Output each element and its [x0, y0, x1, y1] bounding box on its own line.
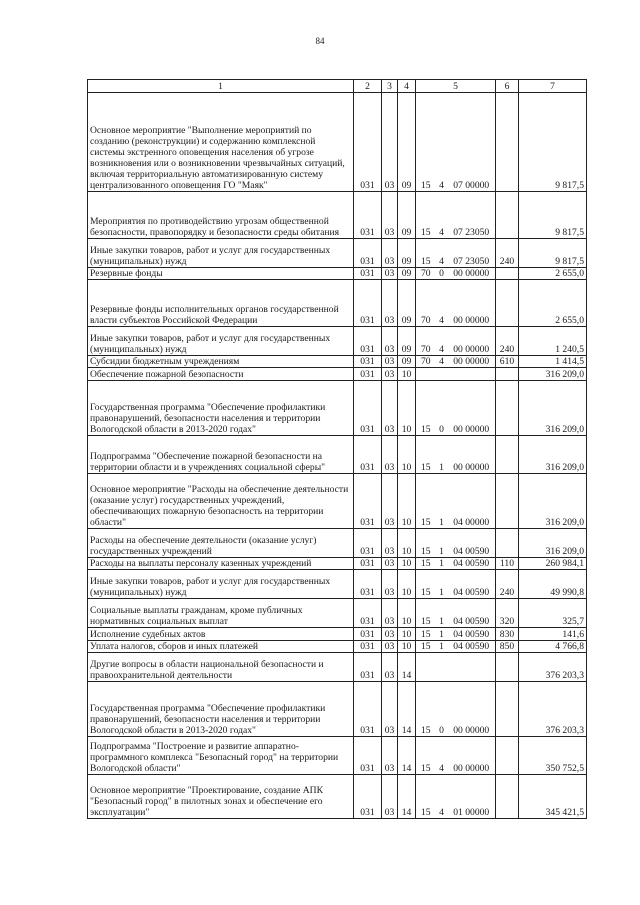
target-code: 04 00590 [448, 570, 496, 599]
row-name: Основное мероприятие "Расходы на обеспечение деятельности (оказание услуг) государственных учреждений, обеспечивающих пожарную безопасность на территории области" [88, 474, 354, 529]
table-row [88, 599, 587, 628]
subprogram-code: 1 [436, 599, 448, 628]
subprogram-code: 4 [436, 192, 448, 239]
program-code: 15 [416, 737, 436, 775]
grbs-code: 031 [354, 239, 382, 268]
table-row [88, 381, 587, 436]
grbs-code: 031 [354, 280, 382, 327]
section-code: 03 [382, 192, 398, 239]
amount: 316 209,0 [519, 529, 587, 558]
row-name: Расходы на обеспечение деятельности (оказание услуг) государственных учреждений [88, 529, 354, 558]
expense-type-code [496, 529, 519, 558]
subsection-code: 10 [398, 558, 416, 570]
table-row [88, 327, 587, 356]
expense-type-code [496, 682, 519, 737]
target-code: 01 00000 [448, 775, 496, 819]
subsection-code: 10 [398, 368, 416, 381]
budget-table [87, 79, 587, 819]
subsection-code: 09 [398, 268, 416, 280]
table-row [88, 474, 587, 529]
grbs-code: 031 [354, 327, 382, 356]
target-code [448, 653, 496, 682]
subsection-code: 09 [398, 356, 416, 368]
table-row [88, 737, 587, 775]
expense-type-code: 830 [496, 628, 519, 641]
subprogram-code: 4 [436, 737, 448, 775]
grbs-code: 031 [354, 737, 382, 775]
section-code: 03 [382, 653, 398, 682]
amount: 9 817,5 [519, 239, 587, 268]
grbs-code: 031 [354, 653, 382, 682]
subprogram-code [436, 653, 448, 682]
subprogram-code: 1 [436, 529, 448, 558]
subsection-code: 10 [398, 641, 416, 653]
subsection-code: 10 [398, 381, 416, 436]
grbs-code: 031 [354, 356, 382, 368]
table-row [88, 682, 587, 737]
amount: 316 209,0 [519, 436, 587, 474]
expense-type-code [496, 775, 519, 819]
program-code: 15 [416, 93, 436, 192]
row-name: Иные закупки товаров, работ и услуг для государственных (муниципальных) нужд [88, 239, 354, 268]
subprogram-code [436, 368, 448, 381]
header-cell: 3 [382, 80, 398, 93]
expense-type-code: 240 [496, 327, 519, 356]
header-cell: 1 [88, 80, 354, 93]
table-row [88, 280, 587, 327]
grbs-code: 031 [354, 558, 382, 570]
expense-type-code: 110 [496, 558, 519, 570]
subsection-code: 14 [398, 653, 416, 682]
subsection-code: 09 [398, 93, 416, 192]
target-code: 00 00000 [448, 737, 496, 775]
program-code: 15 [416, 641, 436, 653]
program-code [416, 653, 436, 682]
subsection-code: 10 [398, 599, 416, 628]
subsection-code: 10 [398, 436, 416, 474]
row-name: Подпрограмма "Построение и развитие аппаратно-программного комплекса "Безопасный город" на территории Вологодской области" [88, 737, 354, 775]
grbs-code: 031 [354, 474, 382, 529]
grbs-code: 031 [354, 381, 382, 436]
section-code: 03 [382, 641, 398, 653]
grbs-code: 031 [354, 682, 382, 737]
grbs-code: 031 [354, 628, 382, 641]
amount: 345 421,5 [519, 775, 587, 819]
amount: 316 209,0 [519, 368, 587, 381]
target-code: 00 00000 [448, 268, 496, 280]
expense-type-code: 320 [496, 599, 519, 628]
table-row [88, 239, 587, 268]
row-name: Другие вопросы в области национальной безопасности и правоохранительной деятельности [88, 653, 354, 682]
amount: 376 203,3 [519, 682, 587, 737]
table-row [88, 436, 587, 474]
program-code: 15 [416, 775, 436, 819]
row-name: Обеспечение пожарной безопасности [88, 368, 354, 381]
grbs-code: 031 [354, 368, 382, 381]
section-code: 03 [382, 570, 398, 599]
subprogram-code: 1 [436, 641, 448, 653]
subprogram-code: 4 [436, 775, 448, 819]
section-code: 03 [382, 775, 398, 819]
target-code [448, 368, 496, 381]
table-row [88, 268, 587, 280]
expense-type-code [496, 280, 519, 327]
row-name: Иные закупки товаров, работ и услуг для государственных (муниципальных) нужд [88, 570, 354, 599]
row-name: Исполнение судебных актов [88, 628, 354, 641]
program-code: 15 [416, 558, 436, 570]
section-code: 03 [382, 682, 398, 737]
header-cell: 7 [519, 80, 587, 93]
amount: 376 203,3 [519, 653, 587, 682]
target-code: 07 23050 [448, 192, 496, 239]
amount: 316 209,0 [519, 474, 587, 529]
section-code: 03 [382, 368, 398, 381]
target-code: 04 00590 [448, 558, 496, 570]
row-name: Социальные выплаты гражданам, кроме публичных нормативных социальных выплат [88, 599, 354, 628]
program-code: 15 [416, 436, 436, 474]
target-code: 00 00000 [448, 327, 496, 356]
table-row [88, 529, 587, 558]
program-code: 70 [416, 268, 436, 280]
grbs-code: 031 [354, 529, 382, 558]
amount: 316 209,0 [519, 381, 587, 436]
grbs-code: 031 [354, 641, 382, 653]
subsection-code: 14 [398, 737, 416, 775]
expense-type-code [496, 737, 519, 775]
amount: 1 240,5 [519, 327, 587, 356]
subprogram-code: 4 [436, 93, 448, 192]
subprogram-code: 1 [436, 628, 448, 641]
program-code: 15 [416, 474, 436, 529]
header-cell: 6 [496, 80, 519, 93]
program-code: 15 [416, 599, 436, 628]
amount: 49 990,8 [519, 570, 587, 599]
program-code: 70 [416, 327, 436, 356]
subprogram-code: 4 [436, 356, 448, 368]
section-code: 03 [382, 327, 398, 356]
subsection-code: 10 [398, 529, 416, 558]
header-cell: 4 [398, 80, 416, 93]
section-code: 03 [382, 239, 398, 268]
grbs-code: 031 [354, 775, 382, 819]
table-row [88, 775, 587, 819]
amount: 2 655,0 [519, 268, 587, 280]
expense-type-code [496, 381, 519, 436]
section-code: 03 [382, 599, 398, 628]
program-code: 15 [416, 682, 436, 737]
table-row [88, 356, 587, 368]
subprogram-code: 1 [436, 570, 448, 599]
subprogram-code: 1 [436, 558, 448, 570]
amount: 350 752,5 [519, 737, 587, 775]
target-code: 00 00000 [448, 381, 496, 436]
target-code: 04 00000 [448, 474, 496, 529]
subprogram-code: 1 [436, 436, 448, 474]
program-code: 15 [416, 628, 436, 641]
header-cell: 5 [416, 80, 496, 93]
section-code: 03 [382, 381, 398, 436]
section-code: 03 [382, 474, 398, 529]
subsection-code: 10 [398, 570, 416, 599]
target-code: 04 00590 [448, 599, 496, 628]
subsection-code: 10 [398, 474, 416, 529]
subsection-code: 09 [398, 239, 416, 268]
table-row [88, 653, 587, 682]
table-row [88, 628, 587, 641]
program-code [416, 368, 436, 381]
row-name: Мероприятия по противодействию угрозам общественной безопасности, правопорядку и безопасности среды обитания [88, 192, 354, 239]
program-code: 15 [416, 381, 436, 436]
expense-type-code [496, 474, 519, 529]
program-code: 15 [416, 529, 436, 558]
target-code: 00 00000 [448, 436, 496, 474]
amount: 141,6 [519, 628, 587, 641]
row-name: Уплата налогов, сборов и иных платежей [88, 641, 354, 653]
expense-type-code: 240 [496, 239, 519, 268]
expense-type-code: 240 [496, 570, 519, 599]
expense-type-code [496, 93, 519, 192]
expense-type-code [496, 653, 519, 682]
row-name: Субсидии бюджетным учреждениям [88, 356, 354, 368]
row-name: Государственная программа "Обеспечение профилактики правонарушений, безопасности населения и территории Вологодской области в 2013-2020 годах" [88, 682, 354, 737]
row-name: Основное мероприятие "Проектирование, создание АПК "Безопасный город" в пилотных зонах и обеспечение его эксплуатации" [88, 775, 354, 819]
subsection-code: 10 [398, 628, 416, 641]
subsection-code: 09 [398, 280, 416, 327]
target-code: 00 00000 [448, 356, 496, 368]
section-code: 03 [382, 558, 398, 570]
row-name: Резервные фонды исполнительных органов государственной власти субъектов Российской Федерации [88, 280, 354, 327]
subsection-code: 09 [398, 327, 416, 356]
table-row [88, 93, 587, 192]
target-code: 04 00590 [448, 628, 496, 641]
expense-type-code [496, 192, 519, 239]
section-code: 03 [382, 436, 398, 474]
section-code: 03 [382, 93, 398, 192]
row-name: Подпрограмма "Обеспечение пожарной безопасности на территории области и в учреждениях социальной сферы" [88, 436, 354, 474]
expense-type-code [496, 436, 519, 474]
row-name: Государственная программа "Обеспечение профилактики правонарушений, безопасности населения и территории Вологодской области в 2013-2020 годах" [88, 381, 354, 436]
program-code: 15 [416, 570, 436, 599]
page-number: 84 [315, 36, 325, 46]
section-code: 03 [382, 737, 398, 775]
target-code: 04 00590 [448, 641, 496, 653]
target-code: 04 00590 [448, 529, 496, 558]
subsection-code: 14 [398, 775, 416, 819]
subprogram-code: 4 [436, 239, 448, 268]
expense-type-code: 610 [496, 356, 519, 368]
amount: 1 414,5 [519, 356, 587, 368]
grbs-code: 031 [354, 268, 382, 280]
subprogram-code: 4 [436, 327, 448, 356]
subprogram-code: 1 [436, 474, 448, 529]
program-code: 15 [416, 192, 436, 239]
grbs-code: 031 [354, 436, 382, 474]
grbs-code: 031 [354, 570, 382, 599]
section-code: 03 [382, 529, 398, 558]
table-row [88, 558, 587, 570]
program-code: 70 [416, 356, 436, 368]
amount: 9 817,5 [519, 93, 587, 192]
program-code: 70 [416, 280, 436, 327]
amount: 325,7 [519, 599, 587, 628]
subprogram-code: 0 [436, 381, 448, 436]
row-name: Основное мероприятие "Выполнение мероприятий по созданию (реконструкции) и содержанию комплексной системы экстренного оповещения населения об угрозе возникновения или о возникновении чрезвычайных ситуаций, включая территориальную автоматизированную систему централизованного оповещения ГО "Маяк" [88, 93, 354, 192]
amount: 260 984,1 [519, 558, 587, 570]
target-code: 07 00000 [448, 93, 496, 192]
amount: 4 766,8 [519, 641, 587, 653]
section-code: 03 [382, 280, 398, 327]
subsection-code: 14 [398, 682, 416, 737]
program-code: 15 [416, 239, 436, 268]
target-code: 00 00000 [448, 682, 496, 737]
subprogram-code: 4 [436, 280, 448, 327]
table-row [88, 368, 587, 381]
subprogram-code: 0 [436, 682, 448, 737]
amount: 2 655,0 [519, 280, 587, 327]
table-row [88, 641, 587, 653]
table-row [88, 570, 587, 599]
row-name: Иные закупки товаров, работ и услуг для государственных (муниципальных) нужд [88, 327, 354, 356]
header-cell: 2 [354, 80, 382, 93]
section-code: 03 [382, 268, 398, 280]
subsection-code: 09 [398, 192, 416, 239]
grbs-code: 031 [354, 599, 382, 628]
target-code: 07 23050 [448, 239, 496, 268]
section-code: 03 [382, 356, 398, 368]
expense-type-code [496, 268, 519, 280]
subprogram-code: 0 [436, 268, 448, 280]
amount: 9 817,5 [519, 192, 587, 239]
header-row [88, 80, 587, 93]
row-name: Резервные фонды [88, 268, 354, 280]
target-code: 00 00000 [448, 280, 496, 327]
expense-type-code [496, 368, 519, 381]
grbs-code: 031 [354, 192, 382, 239]
section-code: 03 [382, 628, 398, 641]
row-name: Расходы на выплаты персоналу казенных учреждений [88, 558, 354, 570]
table-row [88, 192, 587, 239]
grbs-code: 031 [354, 93, 382, 192]
expense-type-code: 850 [496, 641, 519, 653]
